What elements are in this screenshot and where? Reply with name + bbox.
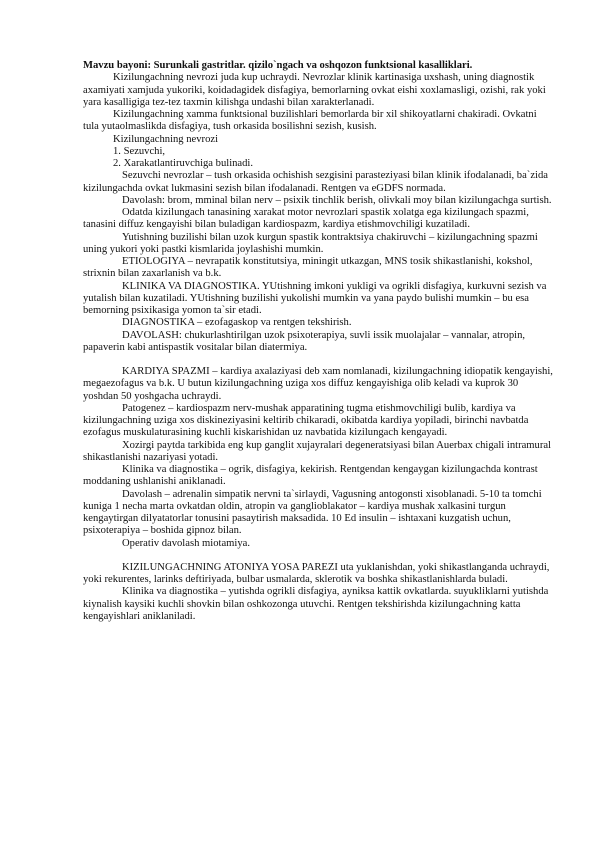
paragraph: Klinika va diagnostika – yutishda ogrikli disfagiya, ayniksa kattik ovkatlarda. suyukliklarni yutishda kiynalish kaysiki kuchli shovkin bilan oshkozonga utuvchi. Rentgen tekshirishda kizilungachning katta kengayishlari aniklaniladi. xyxy=(83,586,549,622)
paragraph: DIAGNOSTIKA – ezofagaskop va rentgen tekshirish. xyxy=(122,317,352,329)
paragraph: 1. Sezuvchi, xyxy=(113,145,166,157)
paragraph: Odatda kizilungach tanasining xarakat motor nevrozlari spastik xolatga ega kizilungach spazmi, tanasini diffuz kengayishi bilan buladigan kardiospazm, kardiya etishmovchiligi kuzatiladi. xyxy=(83,207,529,231)
paragraph-spacer xyxy=(83,550,553,562)
paragraph: Xozirgi paytda tarkibida eng kup ganglit xujayralari degeneratsiyasi bilan Auerbax chigali intramural shikastlanishi nazariyasi yotadi. xyxy=(83,439,552,463)
paragraph: Sezuvchi nevrozlar – tush orkasida ochishish sezgisini parasteziyasi bilan klinik ifodalanadi, ba`zida kizilungachda ovkat lukmasini sezish bilan ifodalanadi. Rentgen va eGDFS normada. xyxy=(83,170,548,194)
paragraph: Davolash – adrenalin simpatik nervni ta`sirlaydi, Vagusning antogonsti xisoblanadi. 5-10 ta tomchi kuniga 1 necha marta ovkatdan oldin, atropin va ganglioblakator – kardiya mushak xalkasini turgun kengaytirgan dilyatatorlar tonusini pasaytirish maksadida. 10 Ed insulin – ishtaxani kuzgatish uchun, psixoterapiya – boshida gipnoz bilan. xyxy=(83,488,542,537)
paragraph-spacer xyxy=(83,354,553,366)
paragraph: 2. Xarakatlantiruvchiga bulinadi. xyxy=(113,158,254,169)
paragraph: Kizilungachning nevrozi xyxy=(113,133,219,145)
document-body xyxy=(83,60,553,623)
document-title: Mavzu bayoni: Surunkali gastritlar. qizilo`ngach va oshqozon funktsional kasalliklari. xyxy=(83,60,473,71)
paragraph: Kizilungachning xamma funktsional buzilishlari bemorlarda bir xil shikoyatlarni chakiradi. Ovkatni tula yutaolmaslikda disfagiya, tush orkasida bosilishni sezish, kusish. xyxy=(83,109,537,133)
paragraph: Patogenez – kardiospazm nerv-mushak apparatining tugma etishmovchiligi bulib, kardiya va kizilungachning uziga xos diskineziyasini keltirib chikaradi, okibatda kardiya yopiladi, birinchi navbatda ezofagus muskulaturasining kuchli kiskarishidan uz navbatida kizilungach kengayadi. xyxy=(83,402,529,439)
paragraph: KLINIKA VA DIAGNOSTIKA. YUtishning imkoni yukligi va ogrikli disfagiya, kurkuvni sezish va yutalish bilan kuzatiladi. YUtishning buzilishi yukolishi mumkin va yana paydo bulishi mumkin – bu esa bemorning psixikasiga yomon ta`sir etadi. xyxy=(83,280,547,316)
paragraph: Davolash: brom, mminal bilan nerv – psixik tinchlik berish, olivkali moy bilan kizilungachga surtish. xyxy=(122,194,552,206)
paragraph: DAVOLASH: chukurlashtirilgan uzok psixoterapiya, suvli issik muolajalar – vannalar, atropin, papaverin kabi antispastik vositalar bilan diatermiya. xyxy=(83,329,526,353)
paragraph: Yutishning buzilishi bilan uzok kurgun spastik kontraktsiya chakiruvchi – kizilungachning spazmi uning yukori yoki pastki kismlarida joylashishi mumkin. xyxy=(83,231,538,255)
paragraph: Klinika va diagnostika – ogrik, disfagiya, kekirish. Rentgendan kengaygan kizilungachda kontrast moddaning ushlanishi aniklanadi. xyxy=(83,464,538,488)
paragraph-list xyxy=(83,72,553,623)
paragraph: KARDIYA SPAZMI – kardiya axalaziyasi deb xam nomlanadi, kizilungachning idiopatik kengayishi, megaezofagus va b.k. U butun kizilungachning uziga xos diffuz kengayishiga olib keladi va kuprok 30 yoshdan 50 yoshgacha uchraydi. xyxy=(83,366,553,402)
paragraph: Operativ davolash miotamiya. xyxy=(122,537,250,549)
paragraph: ETIOLOGIYA – nevrapatik konstitutsiya, miningit utkazgan, MNS tosik shikastlanishi, kokshol, strixnin bilan zaxarlanish va b.k. xyxy=(83,256,533,280)
paragraph: Kizilungachning nevrozi juda kup uchraydi. Nevrozlar klinik kartinasiga uxshash, uning diagnostik axamiyati xamjuda yukoriki, koidadagidek disfagiya, bemorlarning ovkat eishi xoxlamasligi, ozishi, rak yoki yara kasalligiga tez-tez taxmin kilishga undashi bilan xarakterlanadi. xyxy=(83,72,546,108)
paragraph: KIZILUNGACHNING ATONIYA YOSA PAREZI uta yuklanishdan, yoki shikastlanganda uchraydi, yoki rekurentes, larinks deftiriyada, bulbar usmalarda, sklerotik va boshka shikastlanishlarda buladi. xyxy=(83,561,550,585)
